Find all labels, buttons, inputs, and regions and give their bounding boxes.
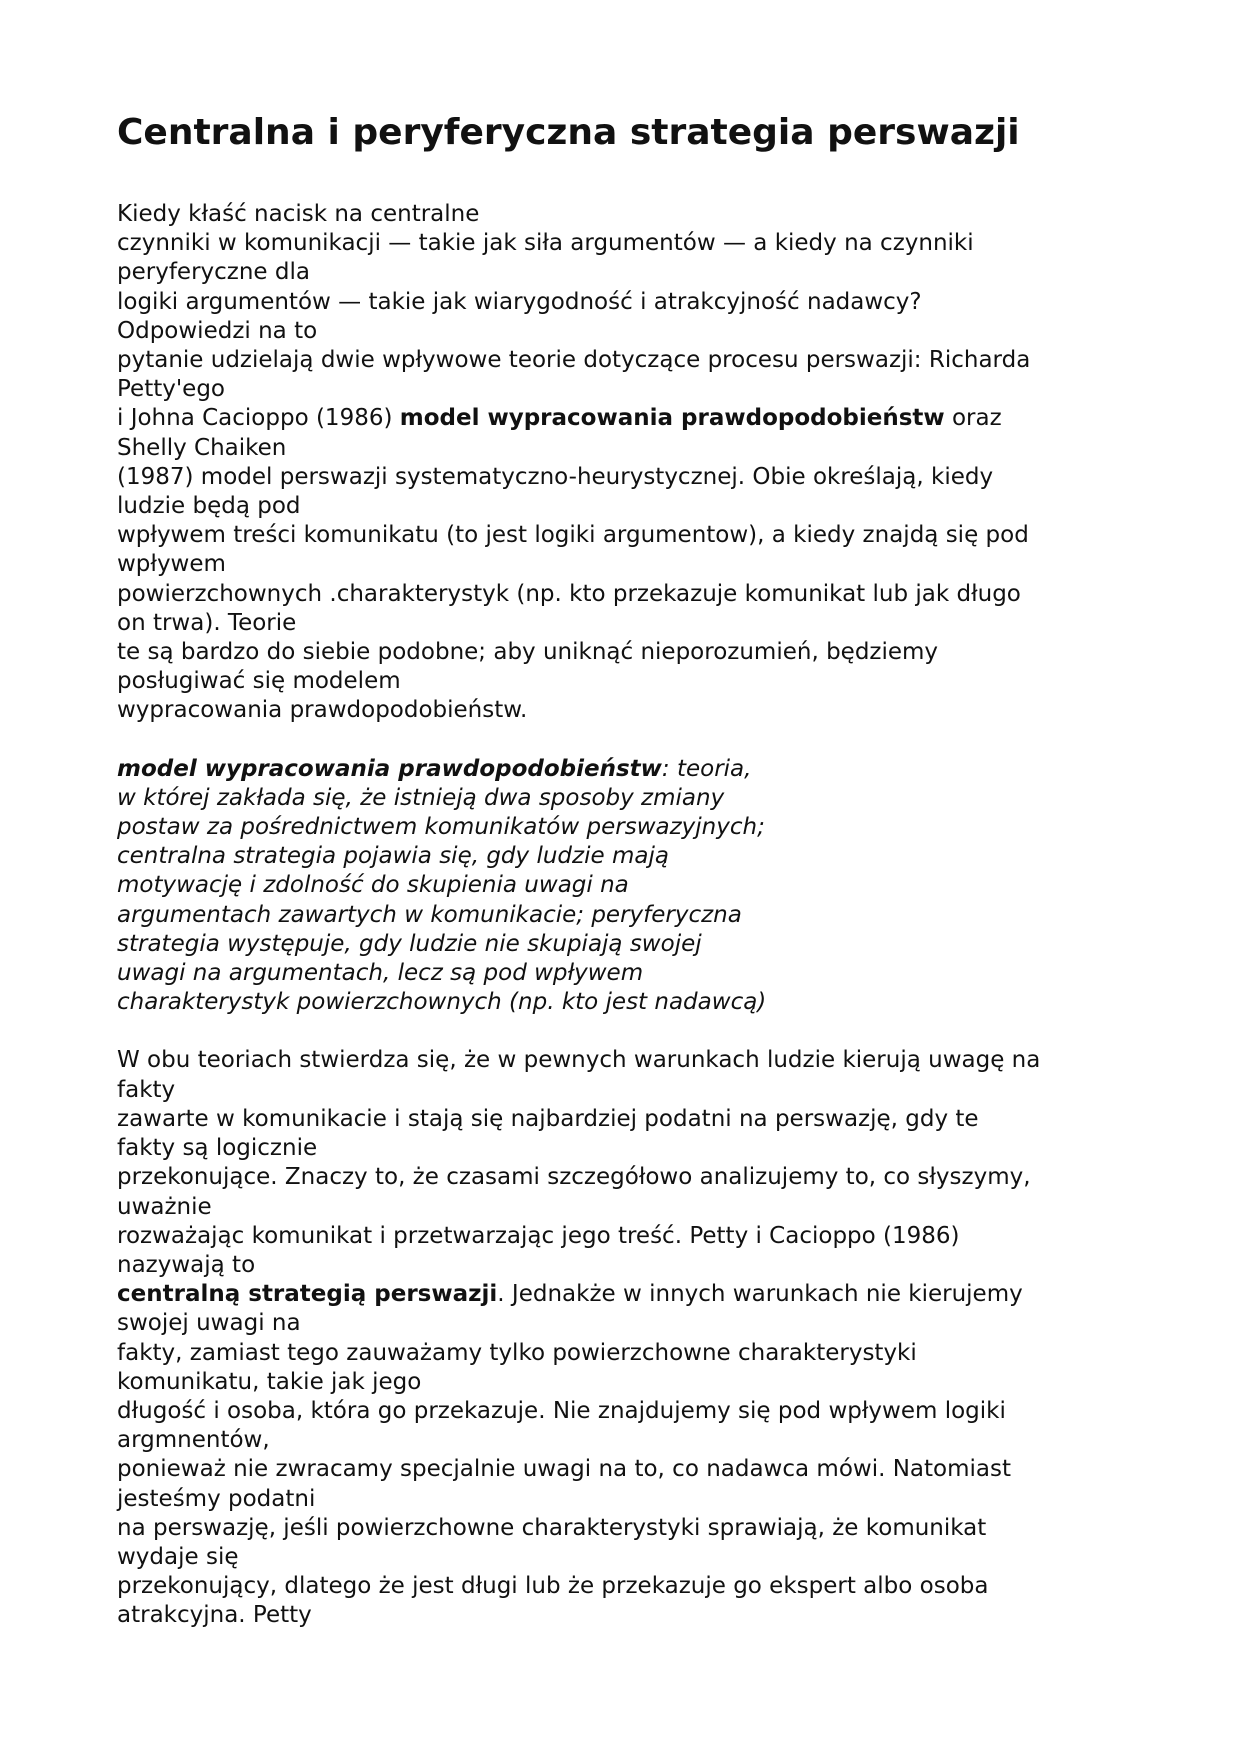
- text-run: ponieważ nie zwracamy specjalnie uwagi na to, co nadawca mówi. Natomiast: [117, 1456, 1012, 1483]
- text-line: [117, 842, 1137, 871]
- bold-term: centralną strategią perswazji: [117, 1281, 498, 1308]
- text-line: [117, 521, 1137, 550]
- text-run: logiki argumentów — takie jak wiarygodność i atrakcyjność nadawcy?: [117, 288, 922, 315]
- text-line: [117, 550, 1137, 579]
- text-run: ludzie będą pod: [117, 493, 301, 520]
- text-run: uważnie: [117, 1193, 212, 1220]
- text-line: [117, 200, 1137, 229]
- text-run: posługiwać się modelem: [117, 668, 401, 695]
- text-run: powierzchownych .charakterystyk (np. kto przekazuje komunikat lub jak długo: [117, 580, 1021, 607]
- text-line: [117, 1309, 1137, 1338]
- document-page: [117, 108, 1137, 1631]
- text-run: argmnentów,: [117, 1427, 270, 1454]
- text-line: [117, 1368, 1137, 1397]
- text-line: [117, 1601, 1137, 1630]
- text-line: [117, 404, 1137, 433]
- text-run: centralna strategia pojawia się, gdy ludzie mają: [117, 843, 669, 870]
- text-line: [117, 1105, 1137, 1134]
- text-run: swojej uwagi na: [117, 1310, 301, 1337]
- text-run: komunikatu, takie jak jego: [117, 1368, 422, 1395]
- text-run: rozważając komunikat i przetwarzając jego treść. Petty i Cacioppo (1986): [117, 1222, 960, 1249]
- text-line: [117, 609, 1137, 638]
- text-run: W obu teoriach stwierdza się, że w pewnych warunkach ludzie kierują uwagę na: [117, 1047, 1041, 1074]
- text-line: [117, 288, 1137, 317]
- text-run: długość i osoba, która go przekazuje. Nie znajdujemy się pod wpływem logiki: [117, 1397, 1006, 1424]
- bold-term: model wypracowania prawdopodobieństw: [117, 755, 662, 782]
- paragraph-definition: [117, 755, 1137, 1018]
- text-run: Petty'ego: [117, 376, 225, 403]
- text-line: [117, 258, 1137, 287]
- text-line: [117, 1163, 1137, 1192]
- text-run: on trwa). Teorie: [117, 609, 297, 636]
- text-run: (1987) model perswazji systematyczno-heurystycznej. Obie określają, kiedy: [117, 463, 994, 490]
- paragraph-intro: [117, 200, 1137, 726]
- text-line: [117, 959, 1137, 988]
- text-run: Kiedy kłaść nacisk na centralne: [117, 201, 480, 227]
- text-line: [117, 638, 1137, 667]
- text-run: uwagi na argumentach, lecz są pod wpływem: [117, 960, 644, 987]
- text-run: zawarte w komunikacie i stają się najbardziej podatni na perswazję, gdy te: [117, 1105, 979, 1132]
- text-run: pytanie udzielają dwie wpływowe teorie dotyczące procesu perswazji: Richarda: [117, 347, 1031, 374]
- text-line: [117, 1134, 1137, 1163]
- text-line: [117, 667, 1137, 696]
- text-line: [117, 1339, 1137, 1368]
- text-line: [117, 463, 1137, 492]
- text-run: te są bardzo do siebie podobne; aby uniknąć nieporozumień, będziemy: [117, 639, 939, 666]
- text-run: motywację i zdolność do skupienia uwagi na: [117, 872, 629, 899]
- text-run: fakty są logicznie: [117, 1135, 318, 1162]
- text-line: [117, 1455, 1137, 1484]
- text-line: [117, 1222, 1137, 1251]
- text-run: nazywają to: [117, 1251, 256, 1278]
- text-run: przekonujący, dlatego że jest długi lub że przekazuje go ekspert albo osoba: [117, 1573, 989, 1600]
- text-run: wypracowania prawdopodobieństw.: [117, 697, 528, 724]
- text-line: [117, 580, 1137, 609]
- text-run: oraz: [944, 405, 1002, 432]
- paragraph-theories: [117, 1046, 1137, 1630]
- text-run: peryferyczne dla: [117, 259, 310, 286]
- text-run: w której zakłada się, że istnieją dwa sposoby zmiany: [117, 784, 725, 811]
- text-run: : teoria,: [661, 755, 752, 782]
- text-run: i Johna Cacioppo (1986): [117, 405, 400, 432]
- text-run: fakty, zamiast tego zauważamy tylko powierzchowne charakterystyki: [117, 1339, 917, 1366]
- text-line: [117, 1280, 1137, 1309]
- text-line: [117, 229, 1137, 258]
- text-run: Shelly Chaiken: [117, 434, 287, 461]
- text-line: [117, 696, 1137, 725]
- text-run: na perswazję, jeśli powierzchowne charakterystyki sprawiają, że komunikat: [117, 1514, 987, 1541]
- text-run: strategia występuje, gdy ludzie nie skupiają swojej: [117, 930, 702, 957]
- text-line: [117, 871, 1137, 900]
- text-line: [117, 813, 1137, 842]
- text-line: [117, 1076, 1137, 1105]
- text-line: [117, 1397, 1137, 1426]
- text-run: fakty: [117, 1076, 176, 1103]
- text-run: atrakcyjna. Petty: [117, 1602, 312, 1629]
- text-run: jesteśmy podatni: [117, 1485, 316, 1512]
- text-run: przekonujące. Znaczy to, że czasami szczegółowo analizujemy to, co słyszymy,: [117, 1164, 1031, 1191]
- text-line: [117, 1514, 1137, 1543]
- bold-term: model wypracowania prawdopodobieństw: [399, 405, 945, 432]
- text-run: Odpowiedzi na to: [117, 317, 318, 344]
- text-line: [117, 1543, 1137, 1572]
- text-run: postaw za pośrednictwem komunikatów perswazyjnych;: [117, 814, 765, 841]
- text-line: [117, 755, 1137, 784]
- text-line: [117, 1046, 1137, 1075]
- text-run: argumentach zawartych w komunikacie; peryferyczna: [117, 901, 742, 928]
- text-line: [117, 1251, 1137, 1280]
- text-run: wpływem: [117, 551, 226, 578]
- text-line: [117, 1572, 1137, 1601]
- text-line: [117, 930, 1137, 959]
- text-line: [117, 901, 1137, 930]
- text-line: [117, 375, 1137, 404]
- text-line: [117, 434, 1137, 463]
- text-line: [117, 492, 1137, 521]
- text-line: [117, 1485, 1137, 1514]
- text-run: czynniki w komunikacji — takie jak siła argumentów — a kiedy na czynniki: [117, 230, 974, 257]
- text-line: [117, 1426, 1137, 1455]
- text-run: charakterystyk powierzchownych (np. kto jest nadawcą): [117, 989, 767, 1016]
- text-run: wpływem treści komunikatu (to jest logiki argumentow), a kiedy znajdą się pod: [117, 522, 1029, 549]
- text-line: [117, 346, 1137, 375]
- text-line: [117, 317, 1137, 346]
- text-run: wydaje się: [117, 1543, 239, 1570]
- document-title: Centralna i peryferyczna strategia perswazji: [117, 112, 1020, 153]
- text-line: [117, 1193, 1137, 1222]
- text-line: [117, 784, 1137, 813]
- text-line: [117, 988, 1137, 1017]
- text-run: . Jednakże w innych warunkach nie kierujemy: [497, 1281, 1023, 1308]
